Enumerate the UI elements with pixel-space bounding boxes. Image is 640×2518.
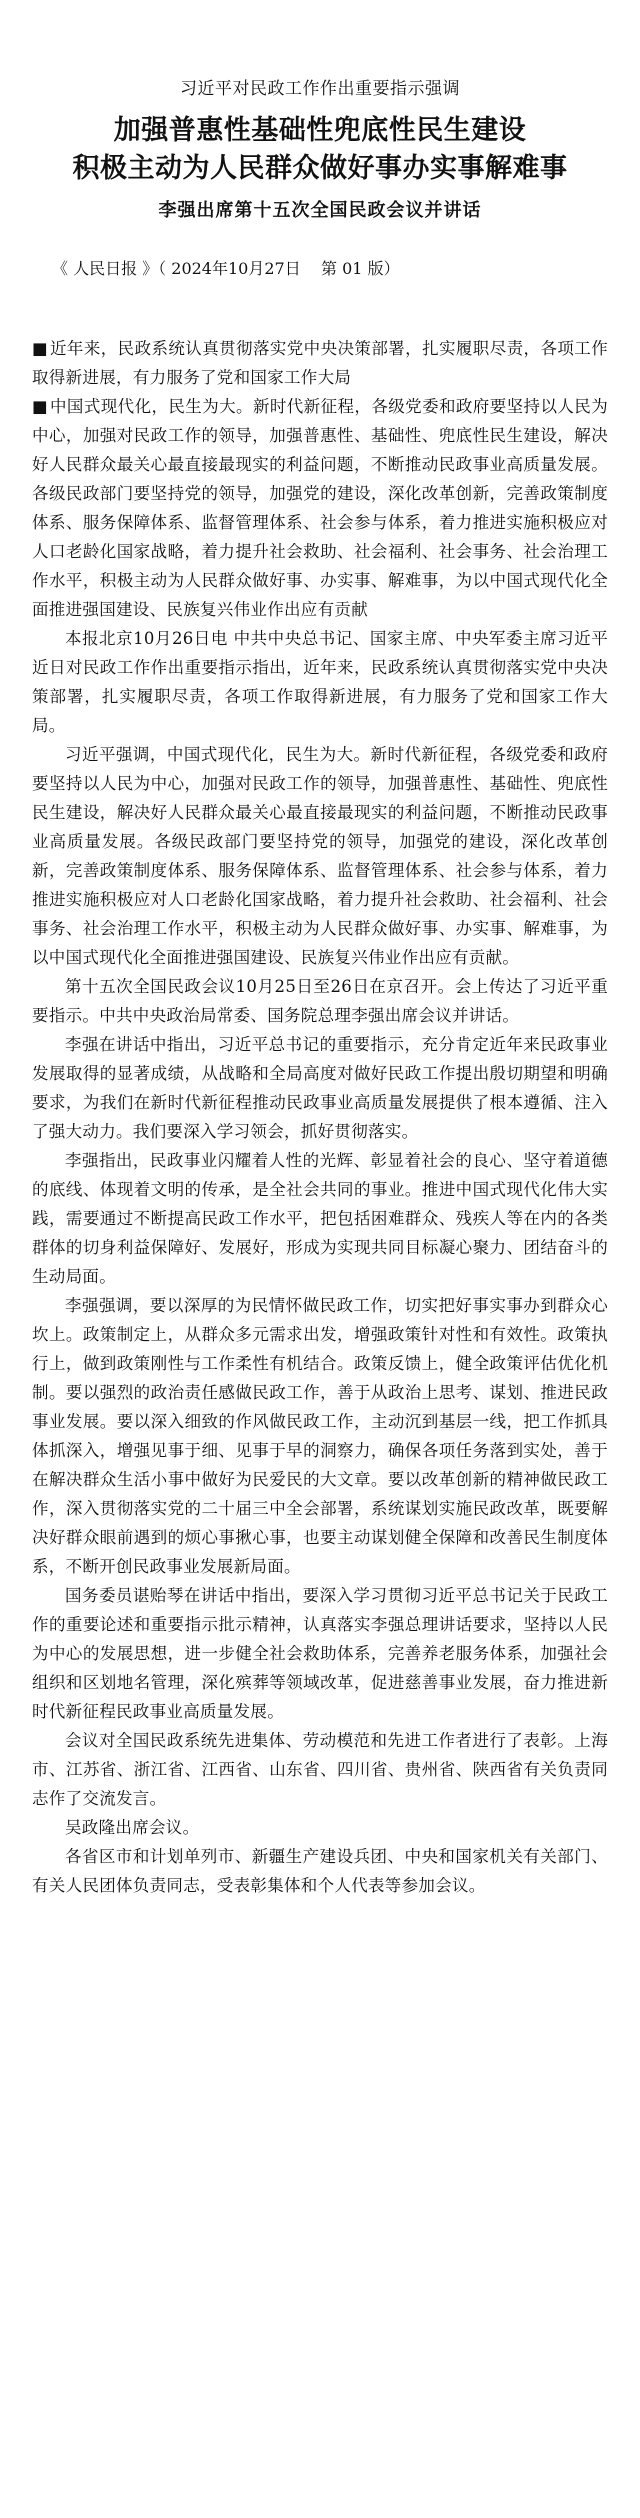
body-paragraph: 李强强调，要以深厚的为民情怀做民政工作，切实把好事实事办到群众心坎上。政策制定上，从群众多元需求出发，增强政策针对性和有效性。政策执行上，做到政策刚性与工作柔性有机结合。政策反馈上，健全政策评估优化机制。要以强烈的政治责任感做民政工作，善于从政治上思考、谋划、推进民政事业发展。要以深入细致的作风做民政工作，主动沉到基层一线，把工作抓具体抓深入，增强见事于细、见事于早的洞察力，确保各项任务落到实处，善于在解决群众生活小事中做好为民爱民的大文章。要以改革创新的精神做民政工作，深入贯彻落实党的二十届三中全会部署，系统谋划实施民政改革，既要解决好群众眼前遇到的烦心事揪心事，也要主动谋划健全保障和改善民生制度体系，不断开创民政事业发展新局面。: [32, 1296, 608, 1576]
body-paragraph: 本报北京10月26日电 中共中央总书记、国家主席、中央军委主席习近平近日对民政工作作出重要指示指出，近年来，民政系统认真贯彻落实党中央决策部署，扎实履职尽责，各项工作取得新进展，有力服务了党和国家工作大局。: [32, 629, 608, 735]
body-paragraph: 习近平强调，中国式现代化，民生为大。新时代新征程，各级党委和政府要坚持以人民为中心，加强对民政工作的领导，加强普惠性、基础性、兜底性民生建设，解决好人民群众最关心最直接最现实的利益问题，不断推动民政事业高质量发展。各级民政部门要坚持党的领导，加强党的建设，深化改革创新，完善政策制度体系、服务保障体系、监督管理体系、社会参与体系，着力推进实施积极应对人口老龄化国家战略，着力提升社会救助、社会福利、社会事务、社会治理工作水平，积极主动为人民群众做好事、办实事、解难事，为以中国式现代化全面推进强国建设、民族复兴伟业作出应有贡献。: [32, 745, 608, 967]
summary-text: 近年来，民政系统认真贯彻落实党中央决策部署，扎实履职尽责，各项工作取得新进展，有力服务了党和国家工作大局: [32, 339, 608, 387]
summary-item: [32, 392, 608, 624]
headline-line-2: 积极主动为人民群众做好事办实事解难事: [72, 153, 568, 184]
summary-item: [32, 334, 608, 392]
bullet-square-icon: ■: [32, 339, 48, 358]
body-paragraph: 会议对全国民政系统先进集体、劳动模范和先进工作者进行了表彰。上海市、江苏省、浙江省、江西省、山东省、四川省、贵州省、陕西省有关负责同志作了交流发言。: [32, 1731, 608, 1808]
body-paragraph: 李强在讲话中指出，习近平总书记的重要指示，充分肯定近年来民政事业发展取得的显著成绩，从战略和全局高度对做好民政工作提出殷切期望和明确要求，为我们在新时代新征程推动民政事业高质量发展提供了根本遵循、注入了强大动力。我们要深入学习领会，抓好贯彻落实。: [32, 1035, 608, 1141]
article-body: [32, 334, 608, 1900]
bullet-square-icon: ■: [32, 397, 48, 416]
source-line: 《 人民日报 》（ 2024年10月27日 第 01 版）: [52, 259, 400, 278]
summary-text: 中国式现代化，民生为大。新时代新征程，各级党委和政府要坚持以人民为中心，加强对民政工作的领导，加强普惠性、基础性、兜底性民生建设，解决好人民群众最关心最直接最现实的利益问题，不断推动民政事业高质量发展。各级民政部门要坚持党的领导，加强党的建设，深化改革创新，完善政策制度体系、服务保障体系、监督管理体系、社会参与体系，着力推进实施积极应对人口老龄化国家战略，着力提升社会救助、社会福利、社会事务、社会治理工作水平，积极主动为人民群众做好事、办实事、解难事，为以中国式现代化全面推进强国建设、民族复兴伟业作出应有贡献: [32, 397, 608, 619]
body-paragraph: 李强指出，民政事业闪耀着人性的光辉、彰显着社会的良心、坚守着道德的底线、体现着文明的传承，是全社会共同的事业。推进中国式现代化伟大实践，需要通过不断提高民政工作水平，把包括困难群众、残疾人等在内的各类群体的切身利益保障好、发展好，形成为实现共同目标凝心聚力、团结奋斗的生动局面。: [32, 1151, 608, 1286]
body-paragraph: 各省区市和计划单列市、新疆生产建设兵团、中央和国家机关有关部门、有关人民团体负责同志，受表彰集体和个人代表等参加会议。: [32, 1847, 608, 1895]
headline-kicker: 习近平对民政工作作出重要指示强调: [180, 79, 460, 99]
subheadline: 李强出席第十五次全国民政会议并讲话: [158, 200, 482, 221]
body-paragraph: 吴政隆出席会议。: [65, 1818, 200, 1837]
body-paragraph: 第十五次全国民政会议10月25日至26日在京召开。会上传达了习近平重要指示。中共中央政治局常委、国务院总理李强出席会议并讲话。: [32, 977, 608, 1025]
body-paragraph: 国务委员谌贻琴在讲话中指出，要深入学习贯彻习近平总书记关于民政工作的重要论述和重要指示批示精神，认真落实李强总理讲话要求，坚持以人民为中心的发展思想，进一步健全社会救助体系，完善养老服务体系，加强社会组织和区划地名管理，深化殡葬等领域改革，促进慈善事业发展，奋力推进新时代新征程民政事业高质量发展。: [32, 1586, 608, 1721]
headline-line-1: 加强普惠性基础性兜底性民生建设: [113, 115, 527, 146]
